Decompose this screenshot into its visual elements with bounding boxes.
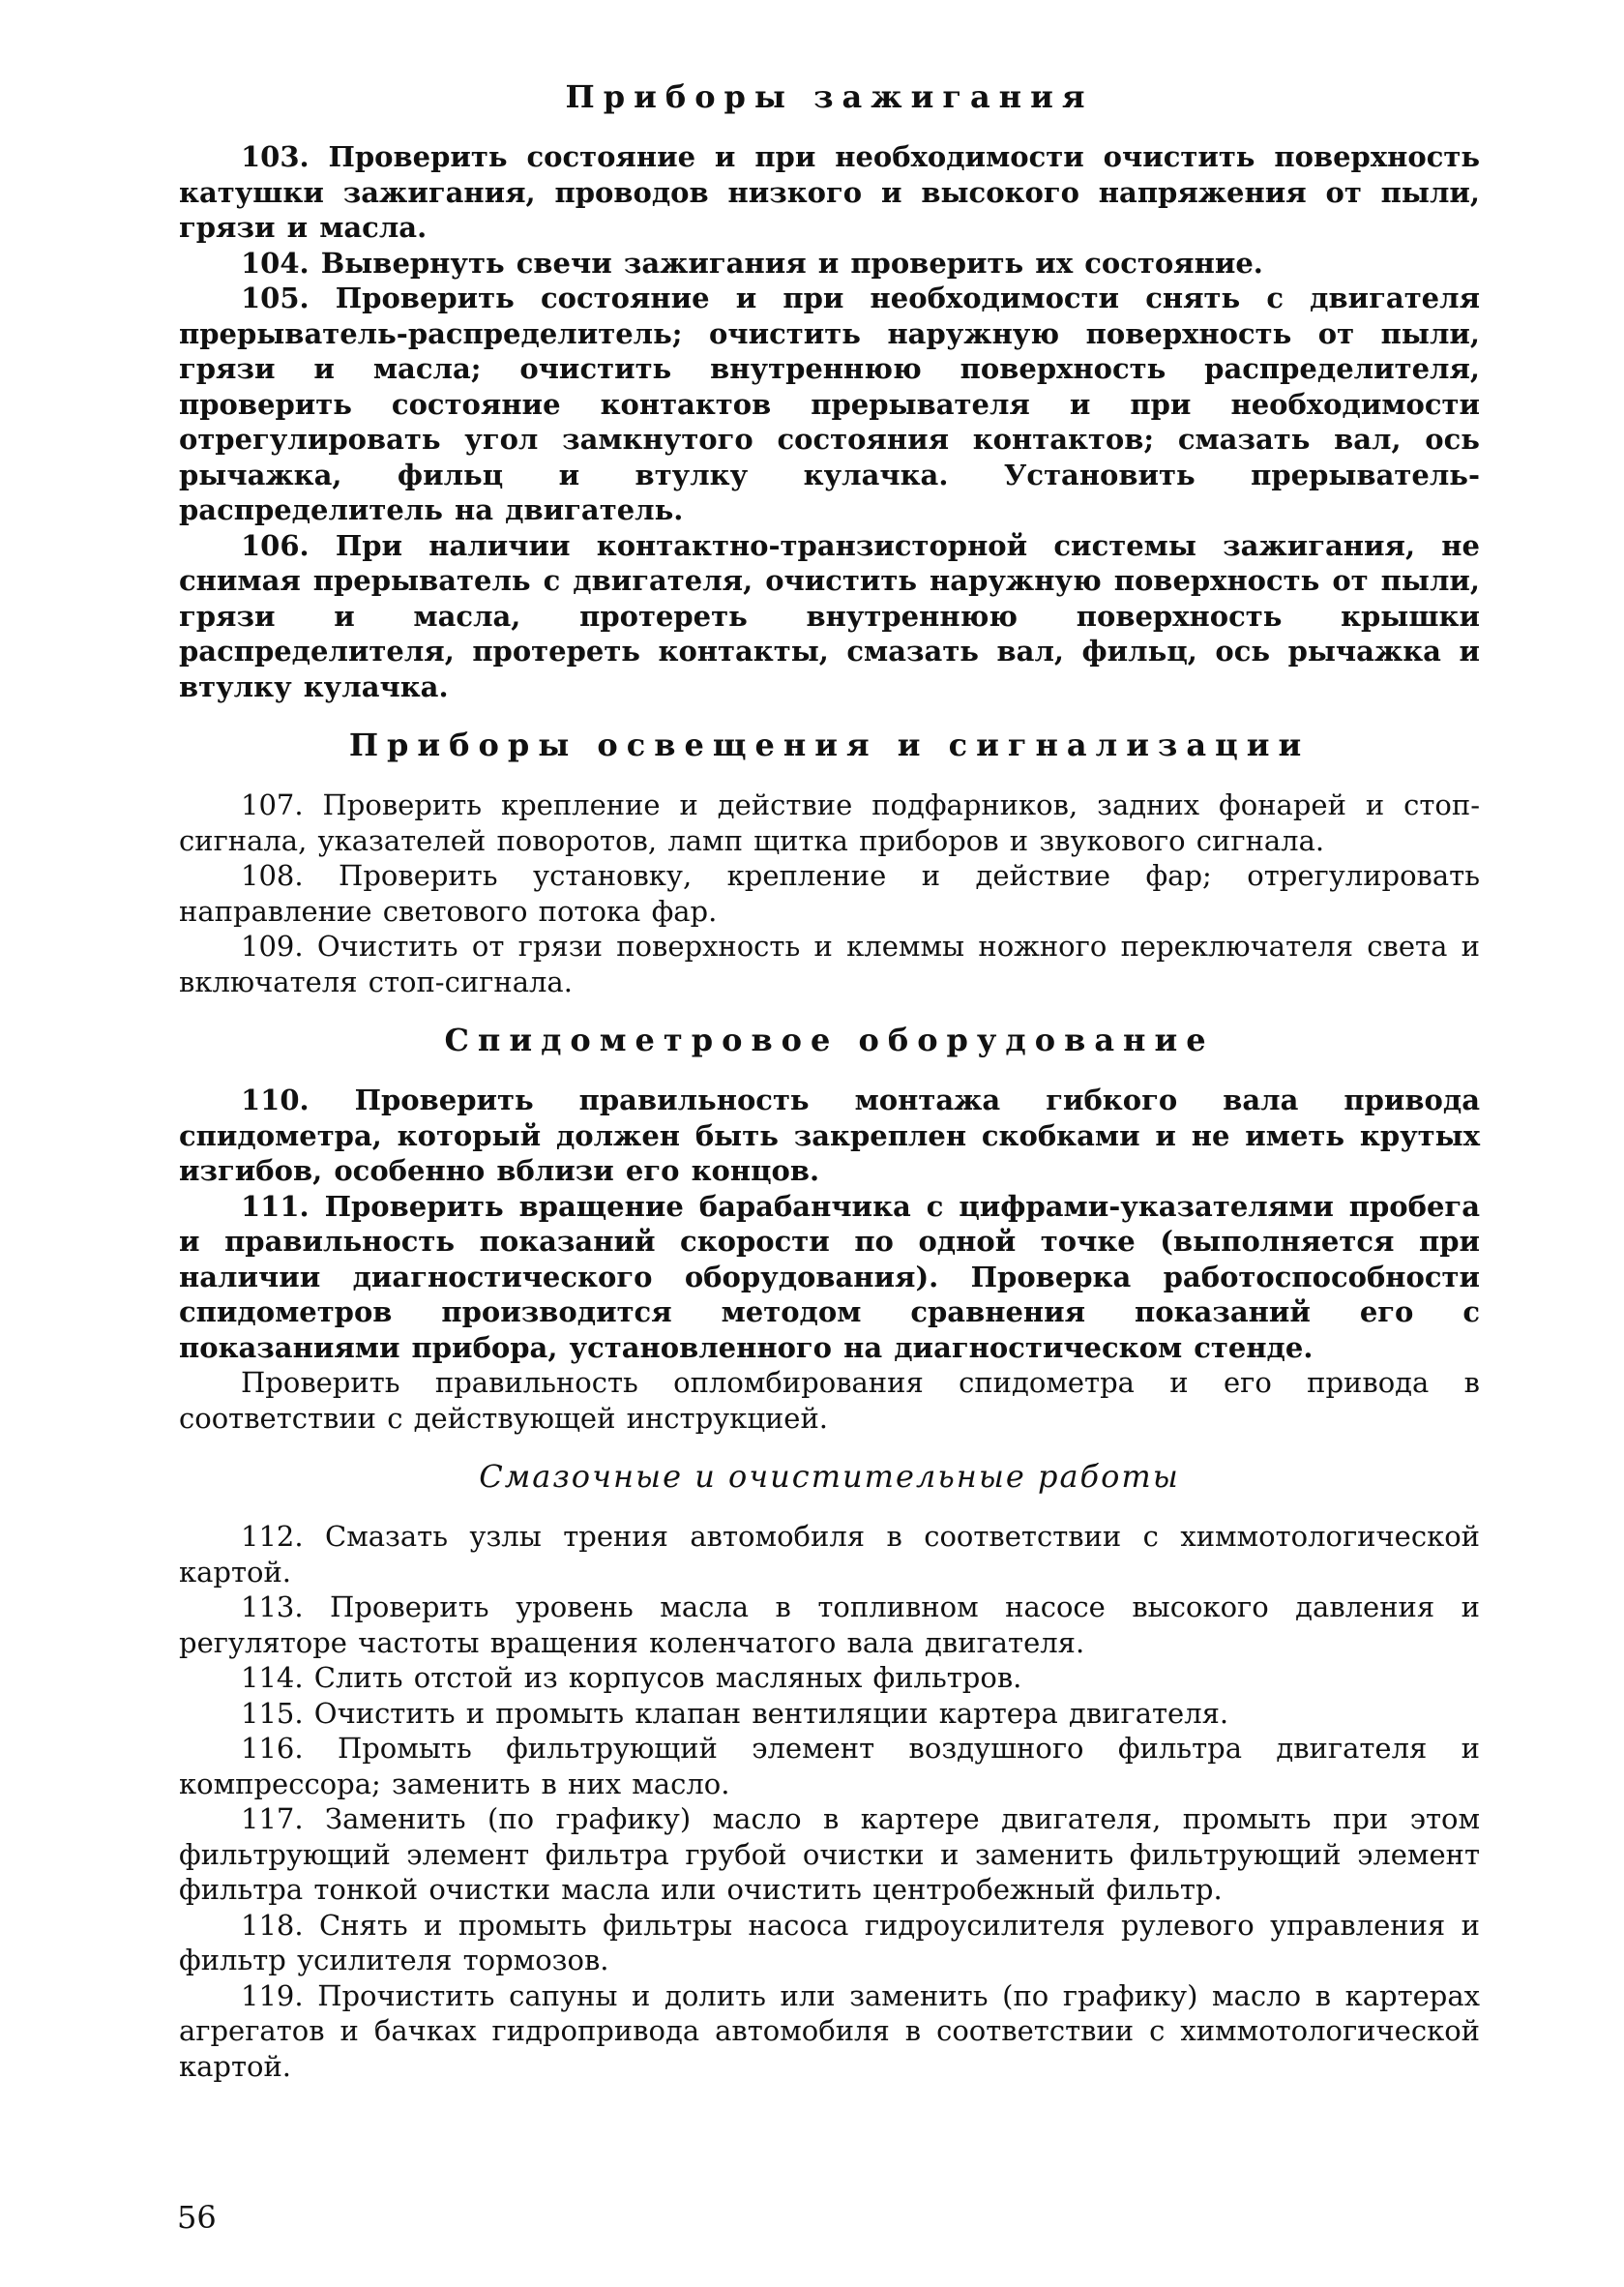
paragraph-111: 111. Проверить вращение барабанчика с цифрами-указателями пробега и правильность показаний скорости по одной точке (выполняется при наличии диагностического оборудования). Проверка работоспособности спидометров производится методом сравнения показаний его с показаниями прибора, установленного на диагностическом стенде.: [179, 1189, 1480, 1364]
section-speedometer: [179, 1021, 1480, 1436]
section-heading: Приборы зажигания: [565, 78, 1094, 115]
paragraph-113: 113. Проверить уровень масла в топливном насосе высокого давления и регуляторе частоты вращения коленчатого вала двигателя.: [179, 1590, 1480, 1659]
paragraph-115: 115. Очистить и промыть клапан вентиляции картера двигателя.: [241, 1696, 1229, 1730]
paragraph-106: 106. При наличии контактно-транзисторной системы зажигания, не снимая прерыватель с двигателя, очистить наружную поверхность от пыли, грязи и масла, протереть внутреннюю поверхность крышки распределителя, протереть контакты, смазать вал, фильц, ось рычажка и втулку кулачка.: [179, 528, 1480, 703]
section-lubrication: [179, 1457, 1480, 2084]
paragraph-sealing: Проверить правильность опломбирования спидометра и его привода в соответствии с действующей инструкцией.: [179, 1366, 1480, 1435]
section-heading: Смазочные и очистительные работы: [479, 1458, 1180, 1495]
paragraph-116: 116. Промыть фильтрующий элемент воздушного фильтра двигателя и компрессора; заменить в них масло.: [179, 1732, 1480, 1800]
paragraph-108: 108. Проверить установку, крепление и действие фар; отрегулировать направление светового потока фар.: [179, 859, 1480, 928]
paragraph-107: 107. Проверить крепление и действие подфарников, задних фонарей и стоп-сигнала, указателей поворотов, ламп щитка приборов и звукового сигнала.: [179, 788, 1480, 857]
section-heading: Приборы освещения и сигнализации: [348, 727, 1311, 763]
page-content: [179, 77, 1480, 2084]
paragraph-118: 118. Снять и промыть фильтры насоса гидроусилителя рулевого управления и фильтр усилителя тормозов.: [179, 1908, 1480, 1976]
paragraph-104: 104. Вывернуть свечи зажигания и проверить их состояние.: [241, 246, 1263, 280]
paragraph-105: 105. Проверить состояние и при необходимости снять с двигателя прерыватель-распределитель; очистить наружную поверхность от пыли, грязи и масла; очистить внутреннюю поверхность распределителя, проверить состояние контактов прерывателя и при необходимости отрегулировать угол замкнутого состояния контактов; смазать вал, ось рычажка, фильц и втулку кулачка. Установить прерыватель-распределитель на двигатель.: [179, 282, 1480, 526]
section-lighting: [179, 726, 1480, 999]
paragraph-112: 112. Смазать узлы трения автомобиля в соответствии с химмотологической картой.: [179, 1520, 1480, 1589]
paragraph-103: 103. Проверить состояние и при необходимости очистить поверхность катушки зажигания, проводов низкого и высокого напряжения от пыли, грязи и масла.: [179, 140, 1480, 244]
page-number: 56: [177, 2199, 217, 2236]
paragraph-110: 110. Проверить правильность монтажа гибкого вала привода спидометра, который должен быть закреплен скобками и не иметь крутых изгибов, особенно вблизи его концов.: [179, 1084, 1480, 1187]
section-heading: Спидометровое оборудование: [444, 1022, 1215, 1058]
paragraph-119: 119. Прочистить сапуны и долить или заменить (по графику) масло в картерах агрегатов и бачках гидропривода автомобиля в соответствии с химмотологической картой.: [179, 1978, 1480, 2083]
section-ignition: [179, 77, 1480, 704]
paragraph-109: 109. Очистить от грязи поверхность и клеммы ножного переключателя света и включателя стоп-сигнала.: [179, 930, 1480, 998]
paragraph-114: 114. Слить отстой из корпусов масляных фильтров.: [241, 1661, 1022, 1694]
paragraph-117: 117. Заменить (по графику) масло в картере двигателя, промыть при этом фильтрующий элемент фильтра грубой очистки и заменить фильтрующий элемент фильтра тонкой очистки масла или очистить центробежный фильтр.: [179, 1802, 1480, 1906]
